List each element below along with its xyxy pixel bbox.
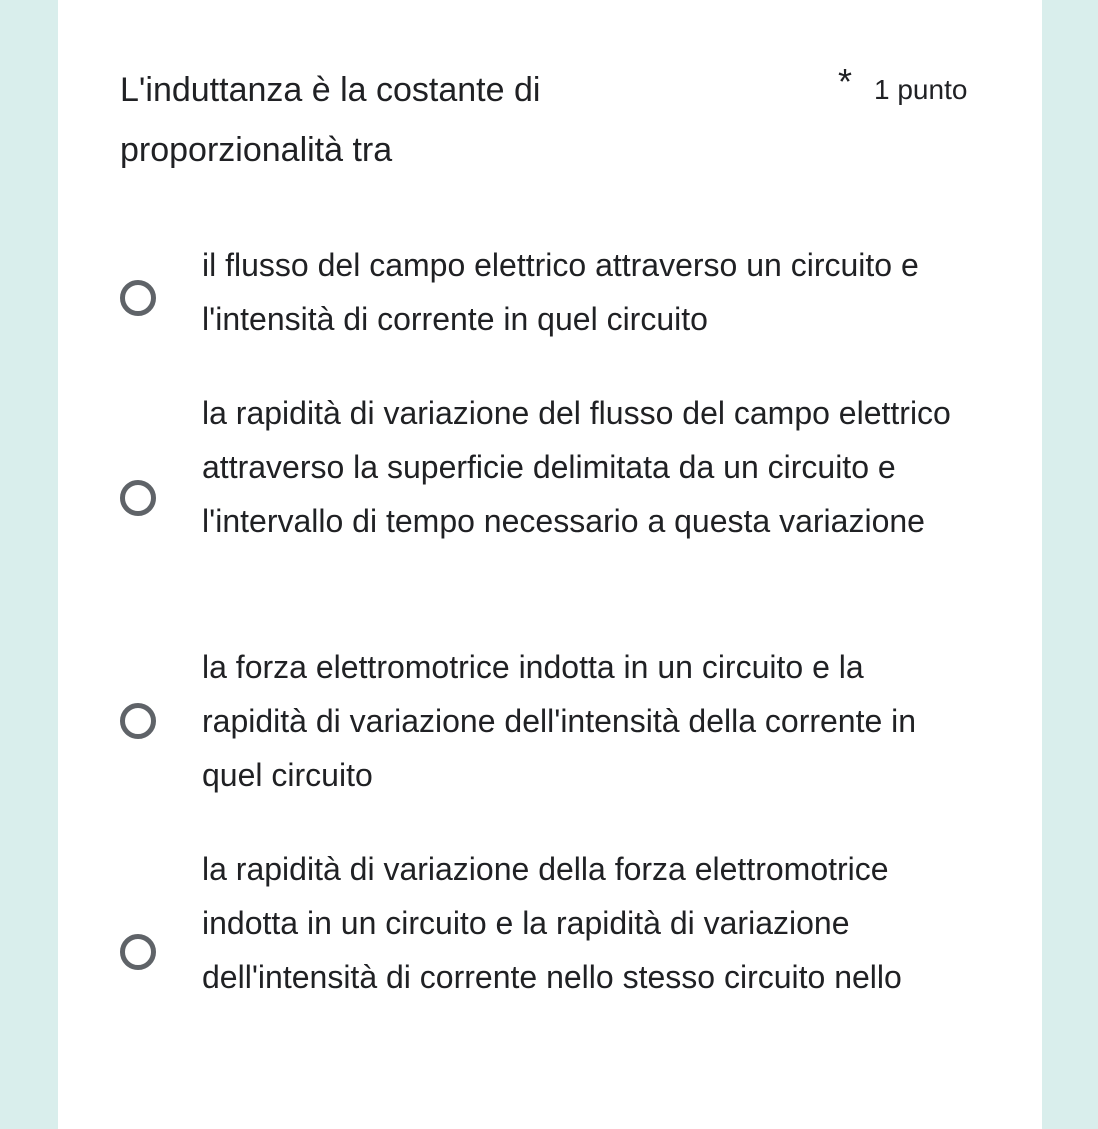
option-1[interactable] bbox=[120, 238, 970, 348]
option-3[interactable] bbox=[120, 640, 970, 802]
radio-button-4[interactable] bbox=[120, 934, 156, 970]
option-label-3[interactable]: la forza elettromotrice indotta in un circuito e la rapidità di variazione dell'intensità della corrente in quel circuito bbox=[202, 649, 917, 793]
radio-button-2[interactable] bbox=[120, 480, 156, 516]
option-label-2[interactable]: la rapidità di variazione del flusso del campo elettrico attraverso la superficie delimitata da un circuito e l'intervallo di tempo necessario a questa variazione bbox=[202, 395, 951, 539]
option-label-4[interactable]: la rapidità di variazione della forza elettromotrice indotta in un circuito e la rapidità di variazione dell'intensità di corrente nello stesso circuito nello bbox=[202, 851, 902, 995]
question-title: L'induttanza è la costante di proporzionalità tra bbox=[120, 71, 541, 169]
points-label: 1 punto bbox=[874, 74, 968, 105]
option-2[interactable] bbox=[120, 386, 970, 602]
radio-button-1[interactable] bbox=[120, 280, 156, 316]
radio-button-3[interactable] bbox=[120, 703, 156, 739]
option-4[interactable] bbox=[120, 842, 970, 1058]
option-label-1[interactable]: il flusso del campo elettrico attraverso un circuito e l'intensità di corrente in quel circuito bbox=[202, 247, 919, 337]
required-asterisk: * bbox=[838, 61, 853, 102]
